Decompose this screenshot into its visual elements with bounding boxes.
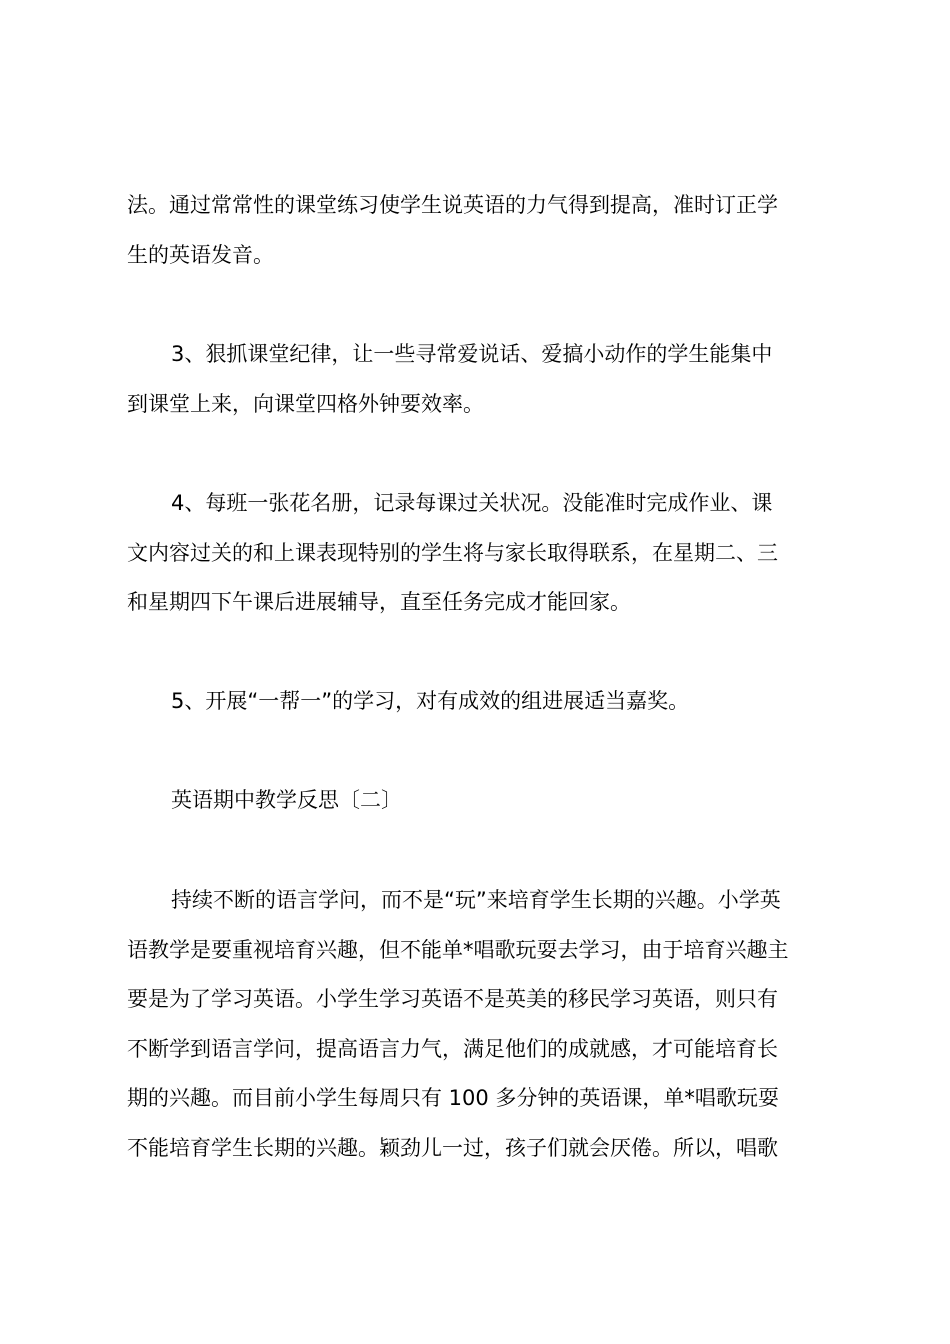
paragraph-2-line-2: 到课堂上来，向课堂四格外钟要效率。 <box>127 392 484 416</box>
paragraph-5-line-2: 语教学是要重视培育兴趣，但不能单*唱歌玩耍去学习，由于培育兴趣主 <box>127 938 789 962</box>
paragraph-3-line-1: 4、每班一张花名册，记录每课过关状况。没能准时完成作业、课 <box>171 491 773 515</box>
paragraph-3-line-3: 和星期四下午课后进展辅导，直至任务完成才能回家。 <box>127 590 631 614</box>
paragraph-5-line-3: 要是为了学习英语。小学生学习英语不是英美的移民学习英语，则只有 <box>127 987 778 1011</box>
paragraph-5-line-5: 期的兴趣。而目前小学生每周只有 100 多分钟的英语课，单*唱歌玩耍 <box>127 1086 779 1110</box>
paragraph-5-line-6: 不能培育学生长期的兴趣。颖劲儿一过，孩子们就会厌倦。所以，唱歌 <box>127 1136 778 1160</box>
paragraph-4-line-1: 5、开展“一帮一”的学习，对有成效的组进展适当嘉奖。 <box>171 689 690 713</box>
paragraph-1-line-2: 生的英语发音。 <box>127 243 274 267</box>
paragraph-1-line-1: 法。通过常常性的课堂练习使学生说英语的力气得到提高，准时订正学 <box>127 193 778 217</box>
section-heading: 英语期中教学反思〔二〕 <box>171 788 402 812</box>
paragraph-3-line-2: 文内容过关的和上课表现特别的学生将与家长取得联系，在星期二、三 <box>127 541 778 565</box>
paragraph-2-line-1: 3、狠抓课堂纪律，让一些寻常爱说话、爱搞小动作的学生能集中 <box>171 342 773 366</box>
paragraph-5-line-4: 不断学到语言学问，提高语言力气，满足他们的成就感，才可能培育长 <box>127 1037 778 1061</box>
paragraph-5-line-1: 持续不断的语言学问，而不是“玩”来培育学生长期的兴趣。小学英 <box>171 888 781 912</box>
